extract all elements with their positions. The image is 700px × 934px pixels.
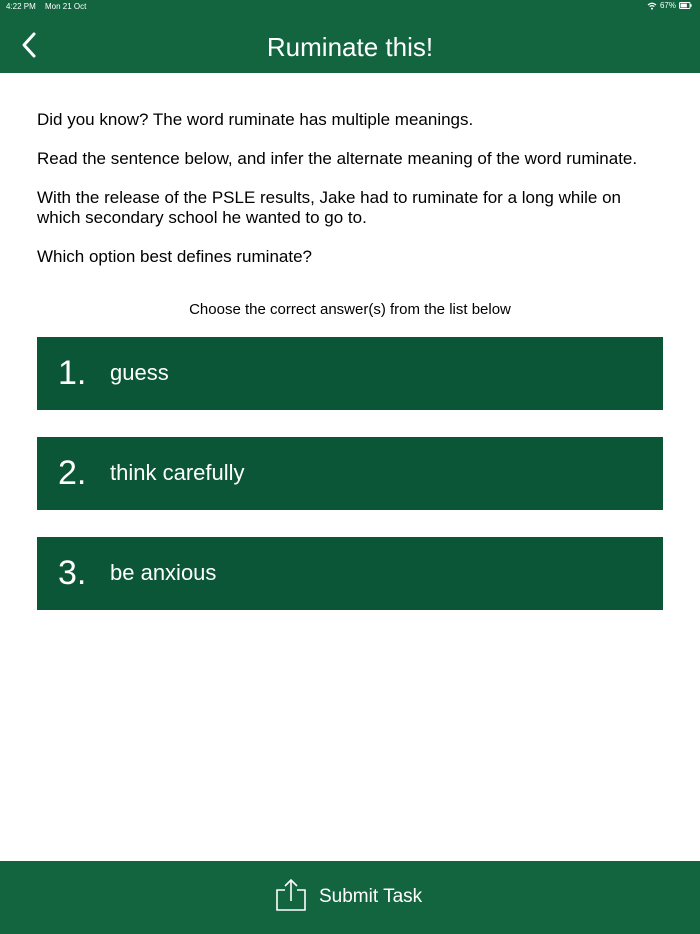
status-bar	[0, 0, 700, 14]
option-number: 1.	[58, 354, 87, 392]
status-indicators	[647, 1, 692, 10]
battery-icon	[679, 2, 692, 9]
status-date: Mon 21 Oct	[45, 2, 87, 11]
status-time: 4:22 PM	[6, 2, 36, 11]
option-number: 2.	[58, 454, 87, 492]
intro-text: Did you know? The word ruminate has multiple meanings.	[37, 110, 474, 129]
option-label: guess	[110, 360, 169, 385]
question-content	[37, 110, 667, 286]
instruction-text: Read the sentence below, and infer the alternate meaning of the word ruminate.	[37, 149, 638, 168]
answer-option-2[interactable]	[37, 437, 663, 510]
option-number: 3.	[58, 554, 87, 592]
option-label: think carefully	[110, 460, 245, 485]
answer-option-1[interactable]	[37, 337, 663, 410]
answer-instruction: Choose the correct answer(s) from the list below	[189, 301, 511, 318]
wifi-icon	[647, 2, 657, 10]
example-sentence: With the release of the PSLE results, Jake had to ruminate for a long while on which secondary school he wanted to go to.	[37, 188, 621, 227]
answer-option-3[interactable]	[37, 537, 663, 610]
upload-icon	[273, 877, 309, 918]
option-label: be anxious	[110, 560, 217, 585]
question-text: Which option best defines ruminate?	[37, 247, 312, 266]
app-header	[0, 0, 700, 73]
submit-task-button[interactable]	[273, 879, 422, 915]
battery-percent: 67%	[659, 1, 676, 10]
page-title: Ruminate this!	[266, 32, 434, 62]
submit-label: Submit Task	[319, 886, 423, 907]
app-footer	[0, 861, 700, 934]
